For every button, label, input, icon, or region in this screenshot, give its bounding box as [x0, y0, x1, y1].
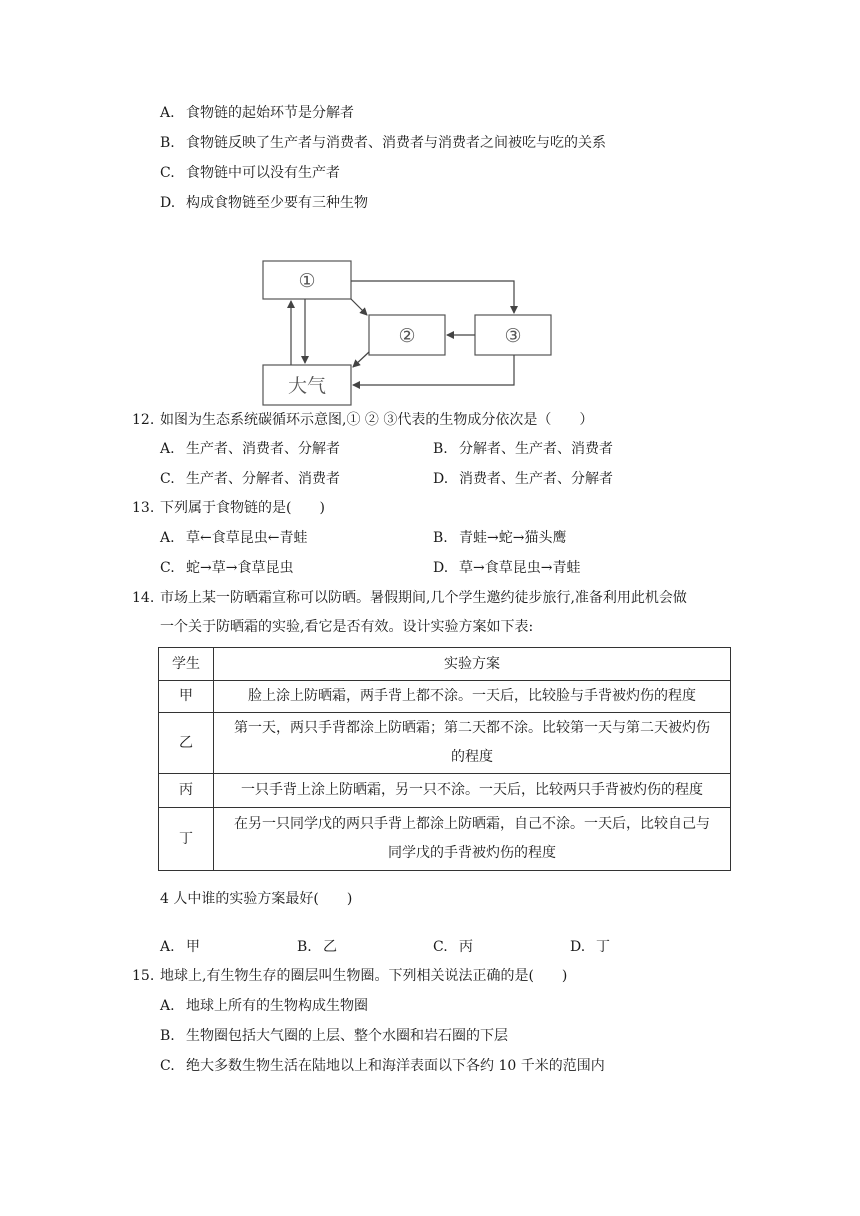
q12-stem: 12. 如图为生态系统碳循环示意图,① ② ③代表的生物成分依次是（ ）: [132, 412, 594, 428]
q13-option-b: B. 青蛙→蛇→猫头鹰: [433, 530, 567, 546]
q15-option-c: C. 绝大多数生物生活在陆地以上和海洋表面以下各约 10 千米的范围内: [160, 1058, 605, 1074]
plan-cell: 脸上涂上防晒霜，两手背上都不涂。一天后，比较脸与手背被灼伤的程度: [214, 681, 731, 713]
q12-option-c: C. 生产者、分解者、消费者: [160, 471, 340, 487]
q13-option-c: C. 蛇→草→食草昆虫: [160, 560, 294, 576]
header-student: 学生: [159, 648, 214, 681]
arrow-3-to-atmosphere: [353, 355, 514, 385]
arrow-1-to-3: [351, 281, 514, 313]
box-3-label: ③: [504, 325, 522, 347]
q15-option-b: B. 生物圈包括大气圈的上层、整个水圈和岩石圈的下层: [160, 1028, 508, 1044]
q11-option-b: B. 食物链反映了生产者与消费者、消费者与消费者之间被吃与吃的关系: [160, 135, 606, 151]
q14-sub-question: 4 人中谁的实验方案最好( ): [160, 891, 353, 907]
table-row: [159, 774, 731, 808]
atmosphere-label: 大气: [287, 375, 327, 397]
q13-option-a: A. 草←食草昆虫←青蛙: [160, 530, 308, 546]
student-cell: 甲: [159, 681, 214, 713]
table-row: [159, 808, 731, 871]
plan-cell: 在另一只同学戊的两只手背上都涂上防晒霜，自己不涂。一天后，比较自己与 同学戊的手背被灼伤的程度: [214, 808, 731, 871]
student-cell: 丁: [159, 808, 214, 871]
q13-option-d: D. 草→食草昆虫→青蛙: [433, 560, 581, 576]
q14-option-d: D. 丁: [570, 939, 610, 955]
table-header-row: [159, 648, 731, 681]
table-row: [159, 713, 731, 774]
plan-cell: 一只手背上涂上防晒霜，另一只不涂。一天后，比较两只手背被灼伤的程度: [214, 774, 731, 808]
q12-option-b: B. 分解者、生产者、消费者: [433, 441, 613, 457]
q11-option-c: C. 食物链中可以没有生产者: [160, 165, 340, 181]
q14-stem-line1: 14. 市场上某一防晒霜宣称可以防晒。暑假期间,几个学生邀约徒步旅行,准备利用此机会做: [132, 590, 687, 606]
q12-option-a: A. 生产者、消费者、分解者: [160, 441, 340, 457]
table-row: [159, 681, 731, 713]
header-plan: 实验方案: [214, 648, 731, 681]
experiment-table: [158, 647, 731, 871]
q11-option-d: D. 构成食物链至少要有三种生物: [160, 195, 368, 211]
box-2-label: ②: [398, 325, 416, 347]
q14-stem-line2: 一个关于防晒霜的实验,看它是否有效。设计实验方案如下表:: [160, 619, 534, 635]
arrow-1-to-2: [351, 299, 367, 315]
box-1-label: ①: [298, 270, 316, 292]
carbon-cycle-diagram: [255, 255, 565, 410]
arrow-2-to-atmosphere: [353, 352, 369, 367]
q11-option-a: A. 食物链的起始环节是分解者: [160, 105, 354, 121]
q15-option-a: A. 地球上所有的生物构成生物圈: [160, 998, 368, 1014]
student-cell: 乙: [159, 713, 214, 774]
student-cell: 丙: [159, 774, 214, 808]
q14-option-c: C. 丙: [433, 939, 473, 955]
q15-stem: 15. 地球上,有生物生存的圈层叫生物圈。下列相关说法正确的是( ): [132, 968, 568, 984]
q13-stem: 13. 下列属于食物链的是( ): [132, 500, 325, 516]
q14-option-a: A. 甲: [160, 939, 200, 955]
plan-cell: 第一天，两只手背都涂上防晒霜；第二天都不涂。比较第一天与第二天被灼伤 的程度: [214, 713, 731, 774]
q14-option-b: B. 乙: [297, 939, 337, 955]
q12-option-d: D. 消费者、生产者、分解者: [433, 471, 613, 487]
